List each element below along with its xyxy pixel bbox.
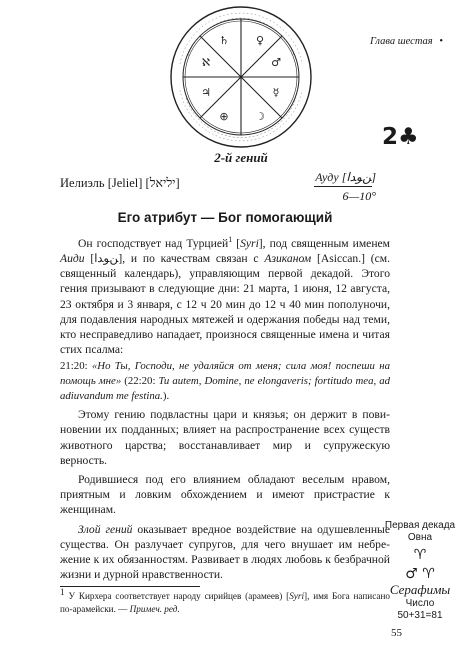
planet-symbols: ♂ ♈ (405, 566, 435, 582)
psalm-latin: Tu autem, Domine, ne elongaveris; fortitudo mea, ad adiuvandum me festina. (60, 375, 391, 402)
paragraph-psalm (60, 359, 390, 403)
sidebar-info (382, 520, 458, 622)
svg-text:⊕: ⊕ (219, 110, 229, 123)
text-run: ], под священным именем (258, 236, 391, 250)
psalm-russian: «Но Ты, Господи, не удаляйся от меня; сила моя! поспеши на помощь мне» (60, 360, 390, 388)
running-header (370, 36, 443, 47)
text-run: (22:20: (121, 375, 159, 388)
genius-name: Иелиэль [Jeliel] [יליאל] (60, 176, 180, 190)
text-run-italic: Syri (289, 591, 305, 601)
seal-caption: 2-й гений (214, 150, 268, 165)
body-text (60, 232, 390, 583)
paragraph-born-under: Родившиеся под его влиянием обладают веселым нравом, приятным и ловким обхождением и имеют пристрастие к женщинам. (60, 473, 390, 517)
svg-text:♄: ♄ (219, 34, 229, 47)
text-run: [ﻦﻮﺪﺍ], и по качествам связан с (84, 252, 265, 266)
paragraph-dominion (60, 232, 390, 357)
footnote-number: 1 (60, 586, 65, 597)
editor-note: Примеч. ред. (129, 604, 180, 614)
svg-text:ℵ: ℵ (201, 56, 211, 69)
paragraph-influence: Этому гению подвластны цари и князья; он держит в повиновении их подданных; влияет на распространение всех существ животного царства; восстанавливает мир и супружескую верность. (60, 408, 390, 467)
divine-name: Ayдy [ﻦﻮﺪﺍ] (315, 170, 376, 184)
paragraph-evil-genius (60, 522, 390, 583)
svg-text:☿: ☿ (272, 86, 280, 99)
text-run-italic: Syri (240, 236, 259, 250)
evil-genius-label: Злой гений (78, 522, 133, 536)
divine-name-block (306, 168, 376, 205)
svg-text:♀: ♀ (255, 34, 265, 47)
text-run: [Asiccan.] (см. священный календарь), управляющим первой декадой. Этого гения призывают в следующие дни: 21 марта, 1 июня, 12 августа, 23 октября и 3 января, с 12 ч 20 мин до 12 ч 40 мин пополуночи, для подавления народных мятежей и одержания победы над теми, кто несправедливо нападает, произнося священные имена и читая стих псалма: (60, 252, 390, 357)
number-label: Число (405, 598, 435, 609)
footnote-ref[interactable]: 1 (228, 235, 233, 244)
svg-text:♂: ♂ (271, 56, 281, 69)
footnote-divider (60, 586, 200, 587)
text-run: оказывает вредное воздействие на одушевленные существа. Он разлучает супругов, для чего внушает им небрежение к их обязанностям. Развивает в людях любовь к безбрачной жизни и дурной нравственности. (60, 522, 390, 582)
text-run: ], имя Бога написано по-арамейски. — (60, 591, 390, 614)
angelic-choir: Серафимы (389, 582, 451, 597)
text-run: ). (162, 389, 170, 402)
text-run: [ (232, 236, 241, 250)
header-bullet: • (439, 36, 443, 47)
degree-range: 6—10° (342, 189, 376, 203)
text-run: У Кирхера соответствует народу сирийцев (арамеев) [ (68, 591, 290, 601)
psalm-reference: 21:20: (60, 360, 92, 373)
text-run-italic: Азиканом (264, 252, 312, 266)
aries-icon: ♈ (413, 547, 427, 563)
footnote (60, 586, 390, 616)
chapter-title: Глава шестая (370, 36, 433, 47)
text-run-italic: Аиди (60, 252, 85, 266)
page-number: 55 (391, 627, 402, 639)
number-value: 50+31=81 (397, 610, 443, 621)
decade-label: Первая декада Овна (384, 520, 456, 543)
text-run: Он господствует над Турцией (78, 236, 229, 250)
genius-seal (168, 4, 314, 150)
attribute-heading: Его атрибут — Бог помогающий (117, 210, 333, 225)
svg-text:♃: ♃ (201, 86, 211, 99)
svg-text:☽: ☽ (255, 110, 265, 123)
tarot-card-label: 2♣ (382, 124, 419, 150)
